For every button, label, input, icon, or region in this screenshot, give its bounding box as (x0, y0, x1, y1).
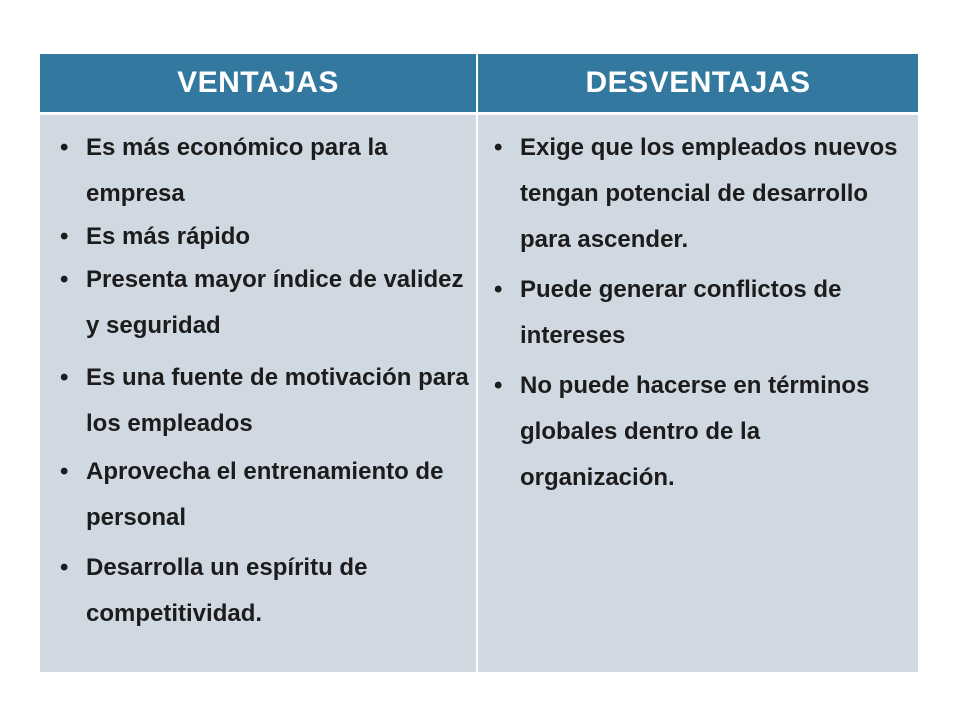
list-item: • Puede generar conflictos de intereses (520, 267, 906, 359)
desventajas-header: DESVENTAJAS (478, 54, 918, 112)
desventajas-list (520, 125, 906, 501)
ventajas-header: VENTAJAS (40, 54, 478, 112)
list-item: • No puede hacerse en términos globales dentro de la organización. (520, 363, 906, 501)
desventajas-cell (478, 112, 918, 672)
list-item: • Es más rápido (86, 217, 472, 257)
list-item: • Es más económico para la empresa (86, 125, 472, 217)
ventajas-cell (40, 112, 478, 672)
list-item: • Presenta mayor índice de validez y seguridad (86, 257, 472, 349)
list-item: • Aprovecha el entrenamiento de personal (86, 449, 472, 541)
list-item: • Exige que los empleados nuevos tengan potencial de desarrollo para ascender. (520, 125, 906, 263)
ventajas-list (86, 125, 472, 637)
list-item: • Desarrolla un espíritu de competitividad. (86, 545, 472, 637)
comparison-table (40, 54, 918, 672)
list-item: • Es una fuente de motivación para los empleados (86, 355, 472, 447)
